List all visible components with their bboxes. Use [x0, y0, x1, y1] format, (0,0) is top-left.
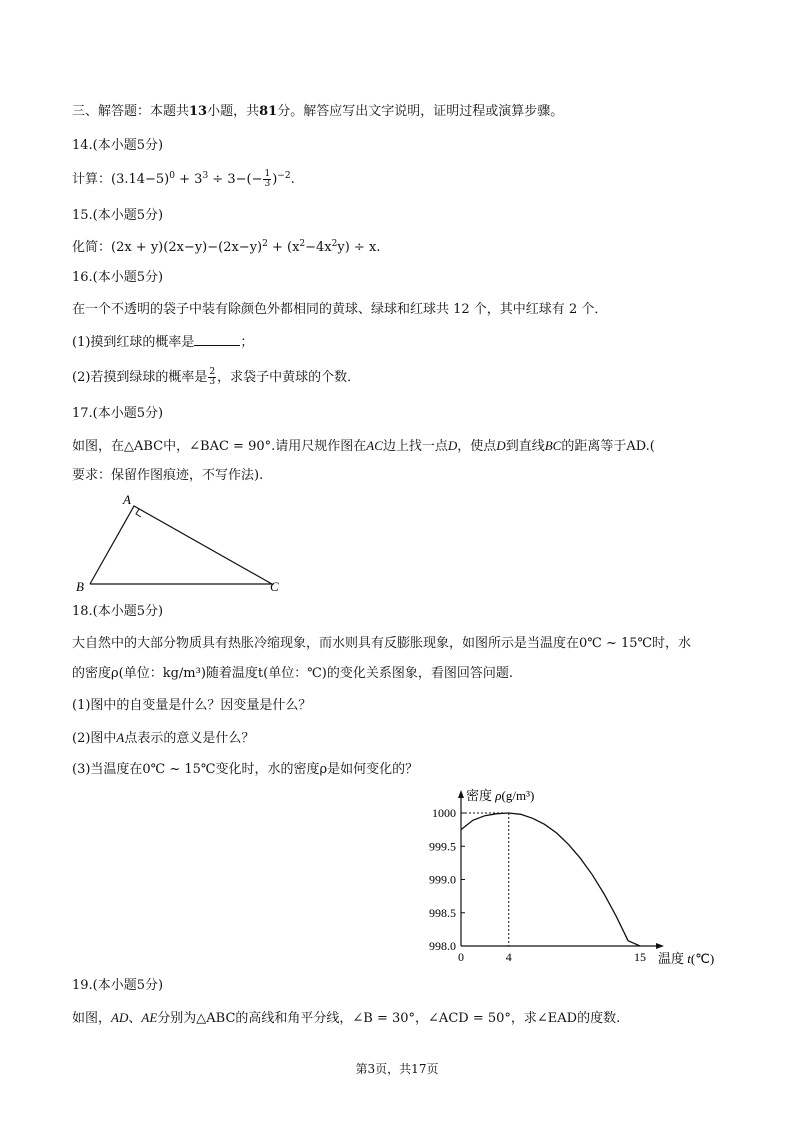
- q17-t7: 到直线: [505, 439, 545, 454]
- q16-frac-den: 3: [209, 377, 216, 387]
- q17-t3: 边上找一点: [382, 439, 448, 454]
- vertex-label-a: A: [123, 492, 131, 507]
- q17-t9: 的距离等于AD.(: [561, 439, 655, 454]
- vertex-label-b: B: [76, 579, 84, 594]
- q14-frac-den: 3: [264, 179, 271, 189]
- x-label-b: t: [687, 951, 691, 966]
- x-tick-label: 0: [458, 950, 464, 964]
- x-axis-label: [658, 951, 714, 966]
- q17-line-1: [72, 438, 655, 455]
- x-label-c: (℃): [690, 951, 715, 966]
- q19-t4: AE: [141, 1010, 158, 1025]
- q16-text: 在一个不透明的袋子中装有除颜色外都相同的黄球、绿球和红球共 12 个，其中红球有 2 个．: [72, 302, 608, 317]
- section-text-3: 分。解答应写出文字说明，证明过程或演算步骤。: [277, 104, 564, 119]
- q14-expression: [72, 170, 295, 189]
- q19-t3: 、: [128, 1011, 142, 1026]
- q18-sub-2-b: A: [116, 730, 125, 745]
- q18-sub-2-a: (2)图中: [72, 731, 117, 746]
- answer-blank: [194, 334, 240, 346]
- q19-text: [72, 1010, 620, 1027]
- q17-t6: D: [496, 438, 506, 453]
- q19-t5: 分别为△ABC的高线和角平分线，∠B = 30°，∠ACD = 50°，求∠EAD的度数.: [157, 1011, 621, 1026]
- q14-part-a: 计算：(3.14−5): [72, 172, 170, 187]
- q17-t4: D: [447, 438, 458, 453]
- section-text-1: 三、解答题：本题共: [72, 104, 190, 119]
- y-axis-label: [466, 788, 534, 803]
- q15-head: 15.(本小题5分): [72, 208, 164, 223]
- q18-sub-1: (1)图中的自变量是什么？因变量是什么？: [72, 698, 312, 713]
- x-axis-arrow: [656, 943, 664, 949]
- q17-line-2: 要求：保留作图痕迹，不写作法).: [72, 468, 264, 483]
- q18-line-1: 大自然中的大部分物质具有热胀冷缩现象，而水则具有反膨胀现象，如图所示是当温度在0℃ ~ 15℃时，水: [72, 636, 692, 651]
- q19-t2: AD: [111, 1010, 129, 1025]
- q18-line-2: 的密度ρ(单位：kg/m³)随着温度t(单位：℃)的变化关系图象，看图回答问题.: [72, 666, 513, 681]
- y-tick-label: 998.0: [429, 939, 456, 953]
- y-label-a: 密度: [466, 788, 496, 803]
- q15-exp-c: 2: [331, 239, 338, 249]
- total-score: 81: [259, 104, 278, 119]
- q16-head: 16.(本小题5分): [72, 270, 164, 285]
- y-label-c: (g/m³): [501, 788, 535, 803]
- y-axis-arrow: [458, 790, 464, 798]
- x-tick-label: 4: [505, 950, 512, 964]
- q17-t1: 如图，在△ABC中，∠BAC = 90°.请用尺规作图在: [72, 439, 367, 454]
- y-tick-label: 999.0: [429, 872, 456, 887]
- q14-part-e: .: [290, 172, 295, 187]
- q16-part-2-text-b: ，求袋子中黄球的个数．: [217, 370, 361, 385]
- q14-frac-num: 1: [264, 169, 271, 179]
- q14-head: 14.(本小题5分): [72, 138, 164, 153]
- q16-part-1-end: ；: [240, 335, 254, 350]
- q15-exp-a: 2: [262, 239, 268, 249]
- q15-part-d: y) ÷ x.: [337, 240, 381, 255]
- q16-part-2-text-a: (2)若摸到绿球的概率是: [72, 370, 208, 385]
- q14-exp-d: −2: [277, 171, 291, 181]
- triangle-figure: [70, 490, 290, 598]
- q16-part-2: [72, 368, 360, 387]
- q16-part-1-text: (1)摸到红球的概率是: [72, 335, 195, 350]
- q16-part-1: [72, 334, 253, 351]
- y-tick-label: 998.5: [429, 905, 456, 920]
- q16-fraction: [208, 368, 216, 387]
- q18-sub-2-c: 点表示的意义是什么？: [124, 731, 255, 746]
- q18-sub-2: [72, 730, 254, 747]
- density-chart: [410, 782, 730, 972]
- q15-part-b: + (x: [267, 240, 300, 255]
- q16-frac-num: 2: [209, 367, 216, 377]
- q14-fraction: [263, 170, 271, 189]
- q19-t1: 如图，: [72, 1011, 112, 1026]
- q15-part-a: 化简：(2x + y)(2x−y)−(2x−y): [72, 240, 263, 255]
- x-label-a: 温度: [658, 951, 688, 966]
- section-header: [72, 104, 563, 120]
- q17-t5: ，使点: [457, 439, 497, 454]
- q19-head: 19.(本小题5分): [72, 978, 164, 993]
- q14-exp-b: 3: [202, 171, 209, 181]
- page-footer: 第3页，共17页: [355, 1062, 439, 1076]
- q15-exp-b: 2: [299, 239, 306, 249]
- q17-t2: AC: [366, 438, 383, 453]
- y-tick-label: 999.5: [429, 839, 456, 854]
- question-count: 13: [189, 104, 208, 119]
- q14-part-c: ÷ 3−(−: [208, 172, 263, 187]
- q14-part-d: ): [272, 172, 278, 187]
- density-curve: [461, 813, 640, 946]
- q18-sub-3: (3)当温度在0℃ ~ 15℃变化时，水的密度ρ是如何变化的？: [72, 762, 419, 777]
- q18-head: 18.(本小题5分): [72, 604, 164, 619]
- y-tick-label: 1000: [432, 806, 456, 820]
- section-text-2: 小题，共: [207, 104, 260, 119]
- vertex-label-c: C: [270, 579, 279, 594]
- q15-part-c: −4x: [305, 240, 332, 255]
- q17-t8: BC: [544, 438, 562, 453]
- q15-expression: [72, 240, 380, 256]
- q14-part-b: + 3: [175, 172, 203, 187]
- q14-exp-a: 0: [169, 171, 175, 181]
- x-tick-label: 15: [634, 950, 646, 964]
- q17-head: 17.(本小题5分): [72, 406, 164, 421]
- y-label-b: ρ: [495, 788, 502, 803]
- triangle-abc: [90, 506, 272, 584]
